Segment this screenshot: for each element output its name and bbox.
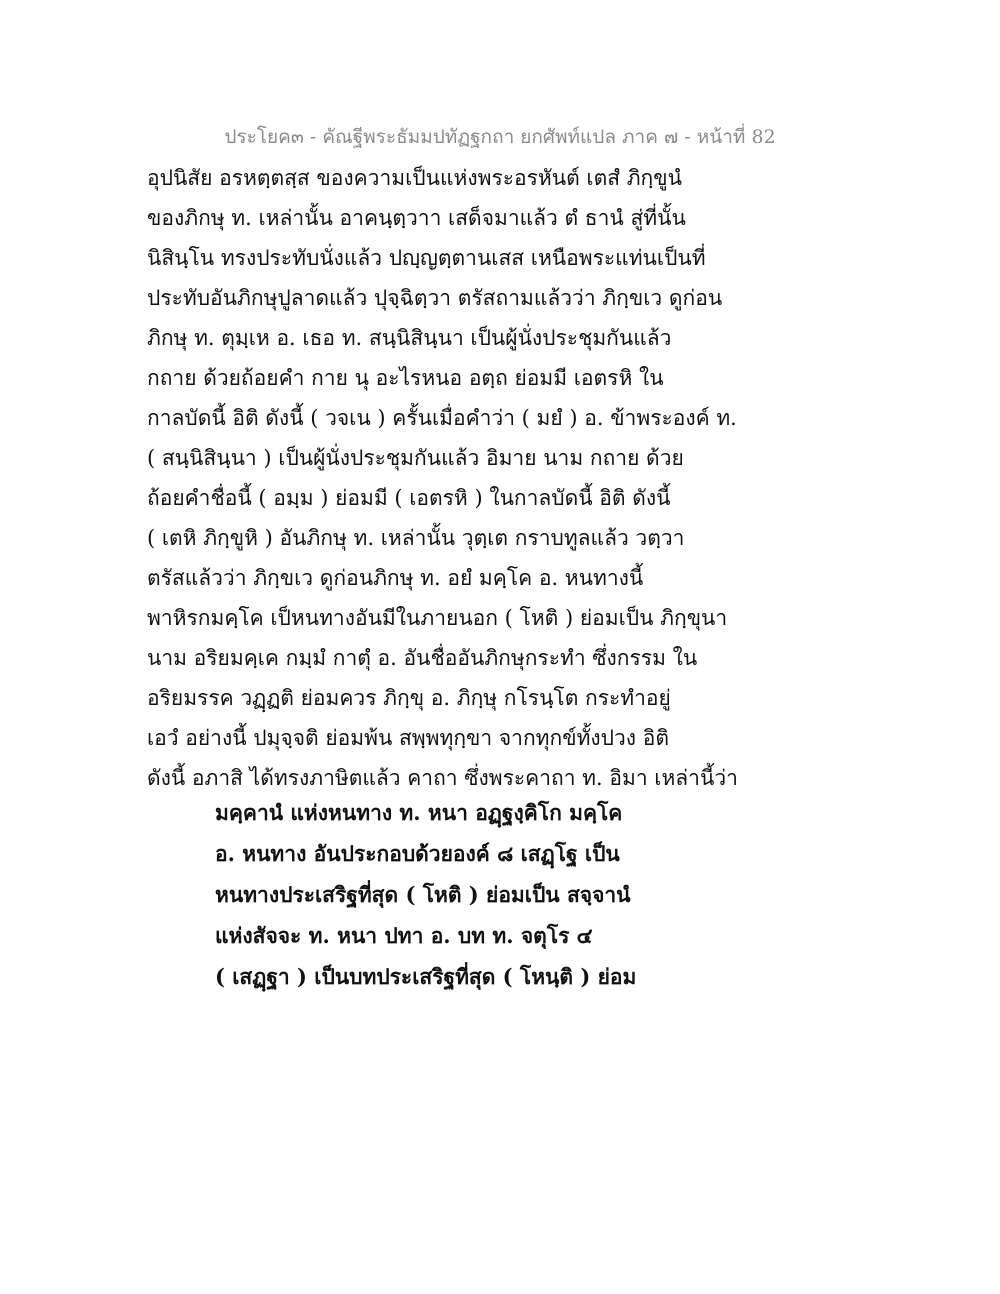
verse-block	[215, 792, 635, 997]
text-line: กาลบัดนี้ อิติ ดังนี้ ( วจเน ) ครั้นเมื่อคำว่า ( มยํ ) อ. ข้าพระองค์ ท.	[147, 406, 737, 430]
text-line: ถ้อยคำชื่อนี้ ( อมฺม ) ย่อมมี ( เอตรหิ ) ในกาลบัดนี้ อิติ ดังนี้	[147, 486, 671, 510]
page-header: ประโยค๓ - คัณฐีพระธัมมปทัฏฐกถา ยกศัพท์แปล ภาค ๗ - หน้าที่ 82	[224, 126, 776, 148]
verse-line: ( เสฏฺฐา ) เป็นบทประเสริฐที่สุด ( โหนฺติ ) ย่อม	[215, 964, 637, 989]
verse-line: มคฺคานํ แห่งหนทาง ท. หนา อฏฺฐงฺคิโก มคฺโค	[215, 800, 623, 825]
text-line: นาม อริยมคฺเค กมฺมํ กาตุํ อ. อันชื่ออันภิกษุกระทำ ซึ่งกรรม ใน	[147, 646, 698, 670]
verse-line: หนทางประเสริฐที่สุด ( โหติ ) ย่อมเป็น สจฺจานํ	[215, 882, 631, 907]
text-line: นิสินฺโน ทรงประทับนั่งแล้ว ปญฺญตฺตานเสส เหนือพระแท่นเป็นที่	[147, 246, 706, 270]
text-line: พาหิรกมคฺโค เป็หนทางอันมีในภายนอก ( โหติ ) ย่อมเป็น ภิกฺขุนา	[147, 606, 728, 630]
text-line: อุปนิสัย อรหตฺตสฺส ของความเป็นแห่งพระอรหันต์ เตสํ ภิกฺขูนํ	[147, 166, 682, 190]
text-line: ( สนฺนิสินฺนา ) เป็นผู้นั่งประชุมกันแล้ว อิมาย นาม กถาย ด้วย	[147, 446, 684, 470]
text-line: ตรัสแล้วว่า ภิกฺขเว ดูก่อนภิกษุ ท. อยํ มคฺโค อ. หนทางนี้	[147, 566, 644, 590]
text-line: ของภิกษุ ท. เหล่านั้น อาคนฺตฺวาา เสด็จมาแล้ว ตํ ธานํ สู่ที่นั้น	[147, 206, 686, 230]
text-line: ประทับอันภิกษุปูลาดแล้ว ปุจฺฉิตฺวา ตรัสถามแล้วว่า ภิกฺขเว ดูก่อน	[147, 286, 723, 310]
text-line: ( เตหิ ภิกฺขูหิ ) อันภิกษุ ท. เหล่านั้น วุตฺเต กราบทูลแล้ว วตฺวา	[147, 526, 685, 550]
text-line: ดังนี้ อภาสิ ได้ทรงภาษิตแล้ว คาถา ซึ่งพระคาถา ท. อิมา เหล่านี้ว่า	[147, 766, 738, 790]
text-line: ภิกษุ ท. ตุมฺเห อ. เธอ ท. สนฺนิสินฺนา เป็นผู้นั่งประชุมกันแล้ว	[147, 326, 672, 350]
verse-line: อ. หนทาง อันประกอบด้วยองค์ ๘ เสฏฺโฐ เป็น	[215, 841, 620, 866]
text-line: กถาย ด้วยถ้อยคำ กาย นุ อะไรหนอ อตฺถ ย่อมมี เอตรหิ ใน	[147, 366, 664, 390]
body-text	[147, 158, 738, 798]
text-line: อริยมรรค วฏฺฏติ ย่อมควร ภิกฺขุ อ. ภิกฺษุ กโรนฺโต กระทำอยู่	[147, 686, 671, 710]
text-line: เอวํ อย่างนี้ ปมุจฺจติ ย่อมพ้น สพฺพทุกฺขา จากทุกข์ทั้งปวง อิติ	[147, 726, 669, 750]
verse-line: แห่งสัจจะ ท. หนา ปทา อ. บท ท. จตุโร ๔	[215, 923, 593, 948]
